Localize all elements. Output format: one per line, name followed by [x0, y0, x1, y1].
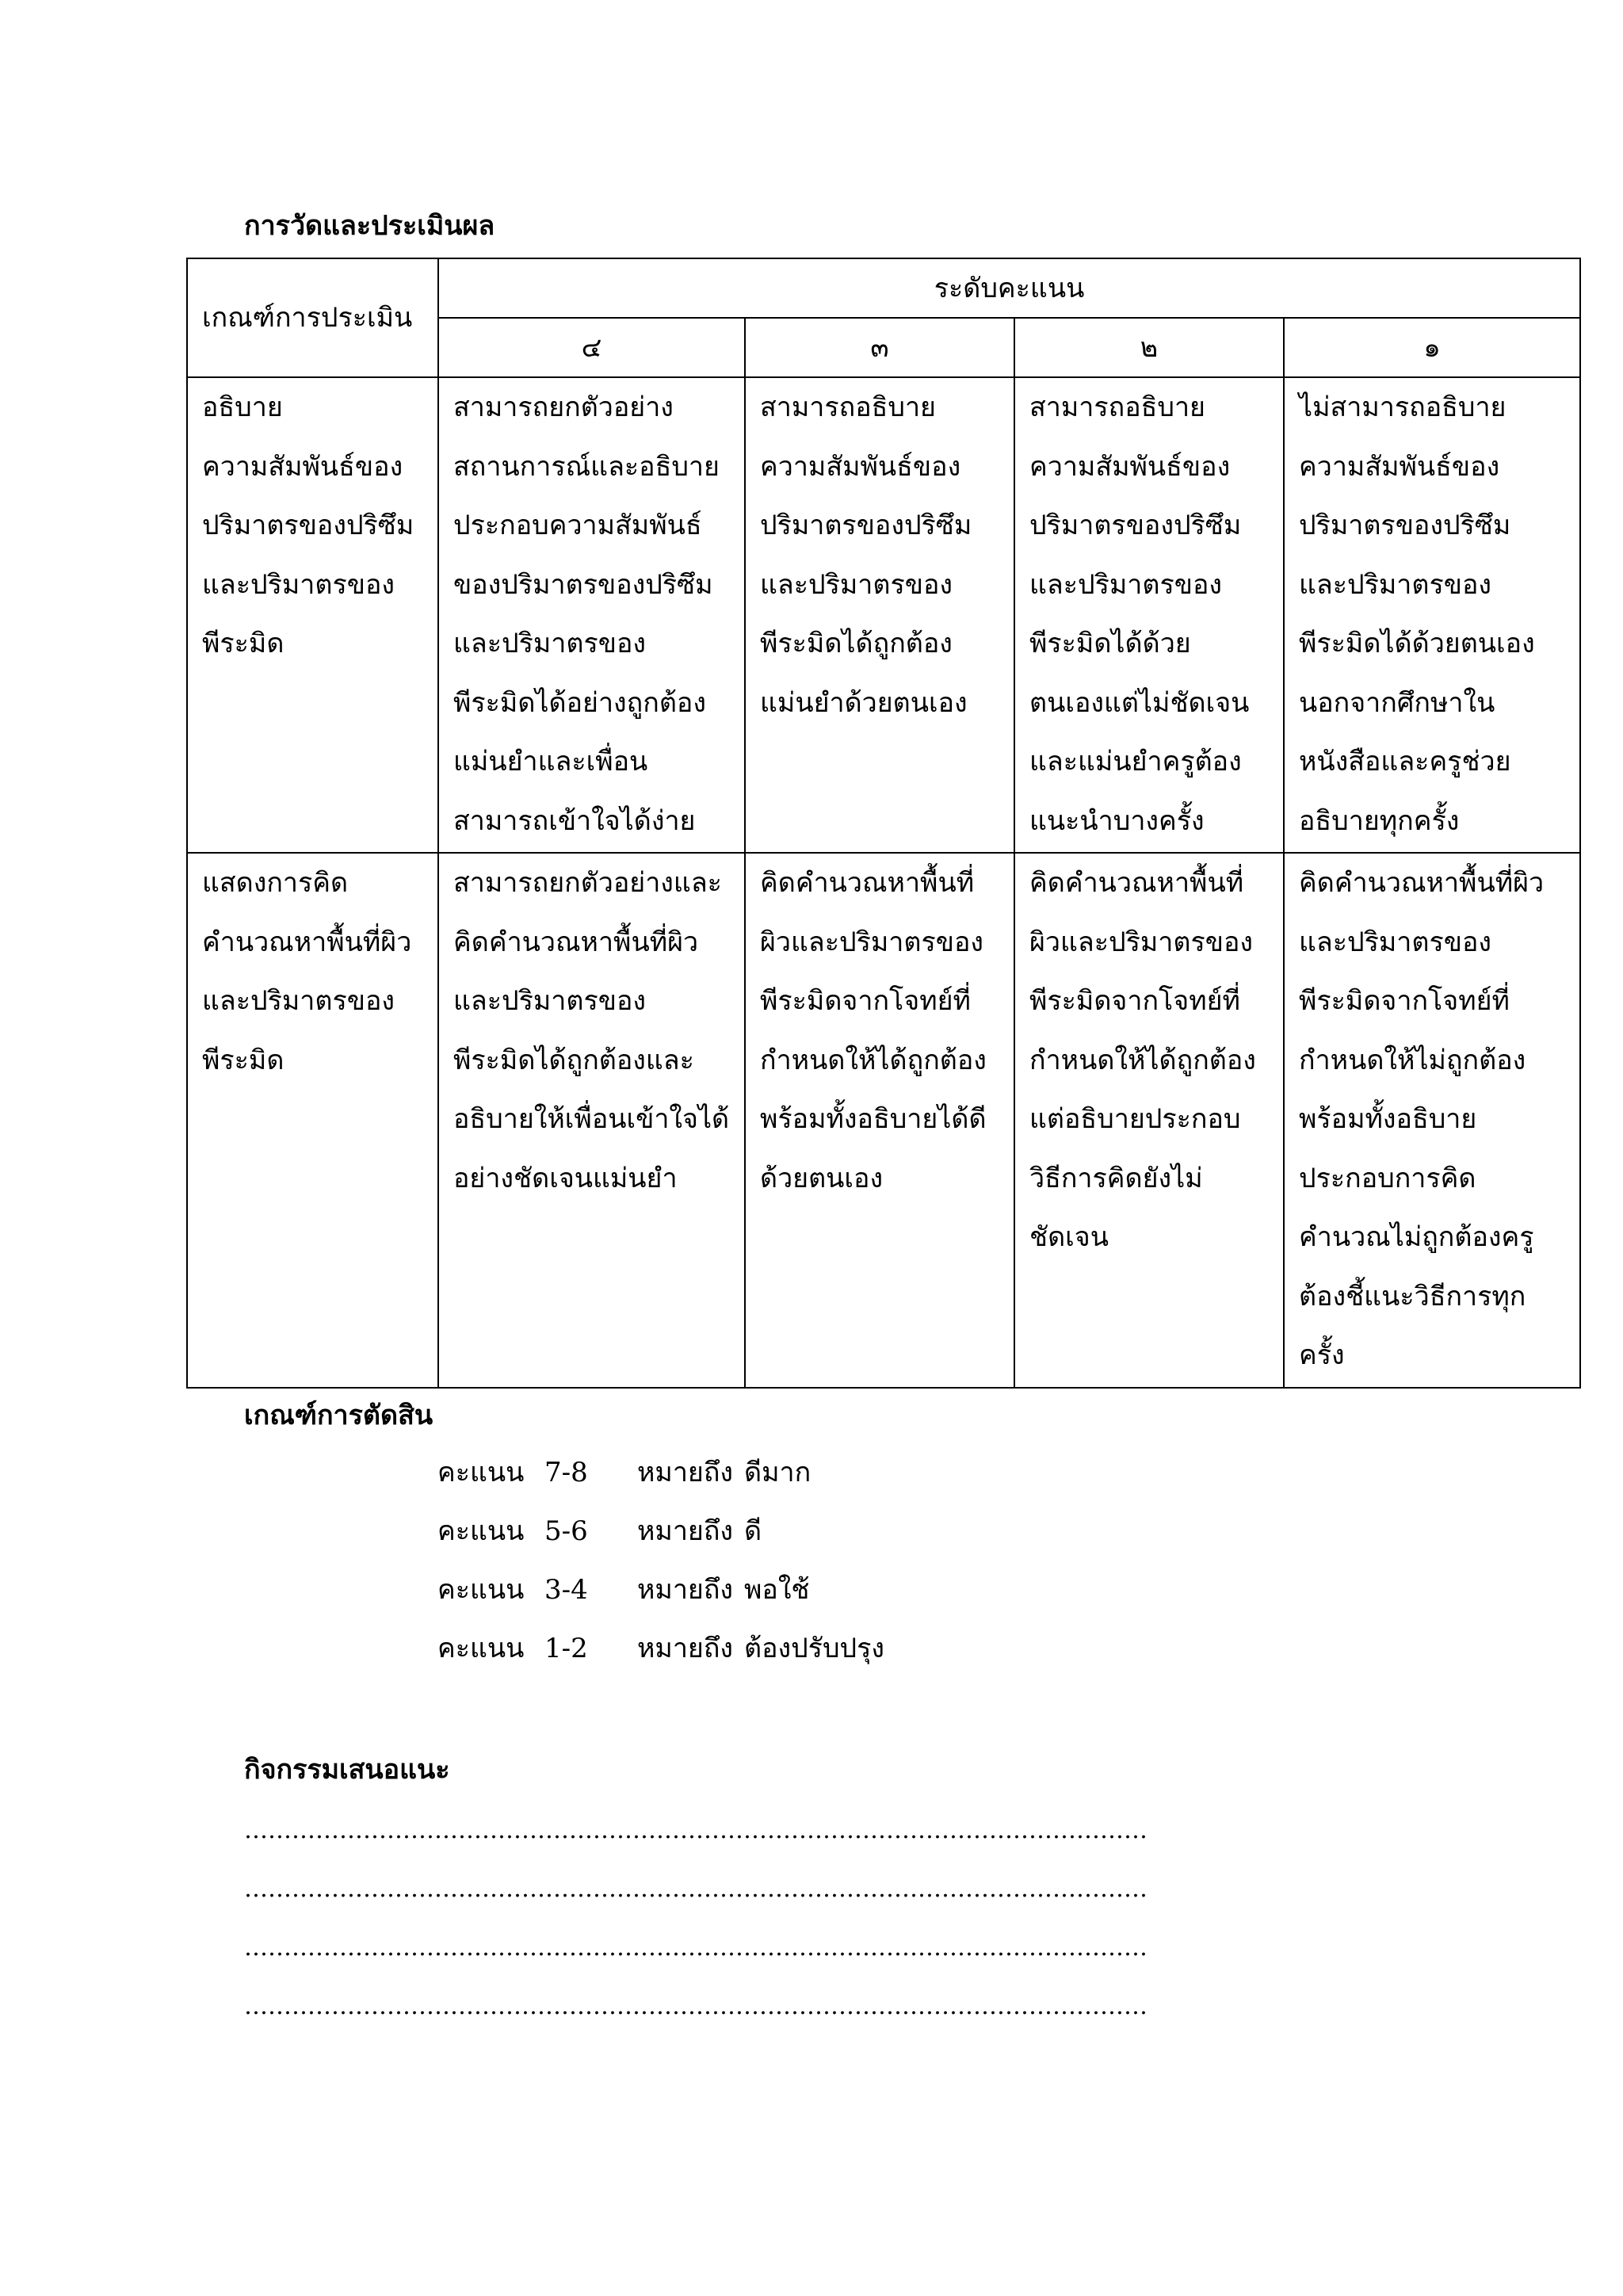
cell-line: และปริมาตรของ	[453, 628, 646, 659]
cell-line: ปริมาตรของปริซึม	[760, 510, 972, 541]
cell-line: วิธีการคิดยังไม่	[1029, 1162, 1203, 1194]
criterion-cell	[187, 853, 438, 1388]
cell-line: และแม่นยำครูต้อง	[1029, 746, 1242, 777]
cell-line: และปริมาตรของ	[760, 568, 953, 601]
cell-line: หนังสือและครูช่วย	[1299, 746, 1511, 777]
rule-range: 1-2	[544, 1633, 588, 1664]
cell-line: ประกอบความสัมพันธ์	[453, 510, 702, 541]
levels-header: ระดับคะแนน	[438, 258, 1580, 318]
rule-result: ต้องปรับปรุง	[744, 1633, 884, 1664]
table-header-row	[187, 258, 1580, 318]
rule-means: หมายถึง	[637, 1515, 734, 1547]
level-2: ๒	[1014, 318, 1284, 377]
cell-line: ความสัมพันธ์ของ	[1029, 450, 1231, 483]
cell-line: พีระมิดได้อย่างถูกต้อง	[453, 686, 706, 719]
cell-line: สามารถยกตัวอย่าง	[453, 392, 674, 423]
cell-line: ประกอบการคิด	[1299, 1162, 1476, 1194]
level-4-cell	[438, 853, 745, 1388]
cell-line: อธิบาย	[202, 392, 283, 423]
level-1-cell	[1284, 853, 1580, 1388]
cell-line: คิดคำนวณหาพื้นที่	[1029, 867, 1244, 899]
cell-line: คิดคำนวณหาพื้นที่ผิว	[1299, 867, 1545, 899]
table-row	[187, 853, 1580, 1388]
cell-line: พีระมิดจากโจทย์ที่	[1299, 985, 1510, 1017]
cell-line: ปริมาตรของปริซึม	[1299, 510, 1511, 541]
cell-line: และปริมาตรของ	[202, 985, 395, 1017]
blank-line: ……………………………………………………………………………………………………	[244, 1817, 1148, 1844]
cell-line: แม่นยำด้วยตนเอง	[760, 686, 968, 719]
cell-line: และปริมาตรของ	[453, 985, 646, 1017]
cell-line: พีระมิด	[202, 1044, 285, 1076]
cell-line: พร้อมทั้งอธิบาย	[1299, 1103, 1477, 1135]
cell-line: ครั้ง	[1299, 1339, 1345, 1371]
cell-line: ปริมาตรของปริซึม	[202, 510, 414, 541]
cell-line: ปริมาตรของปริซึม	[1029, 510, 1242, 541]
blank-line: ……………………………………………………………………………………………………	[244, 1875, 1148, 1903]
level-4-cell	[438, 377, 745, 853]
cell-line: พีระมิดจากโจทย์ที่	[1029, 985, 1240, 1017]
cell-line: และปริมาตรของ	[1299, 926, 1491, 958]
cell-line: ชัดเจน	[1029, 1221, 1109, 1253]
rule-means: หมายถึง	[637, 1457, 734, 1488]
cell-line: แต่อธิบายประกอบ	[1029, 1103, 1241, 1135]
cell-line: แสดงการคิด	[202, 867, 349, 899]
cell-line: สามารถอธิบาย	[760, 392, 936, 423]
cell-line: ด้วยตนเอง	[760, 1162, 884, 1194]
rule-means: หมายถึง	[637, 1574, 734, 1606]
rubric-table	[186, 258, 1581, 1389]
level-2-cell	[1014, 853, 1284, 1388]
criteria-header: เกณฑ์การประเมิน	[187, 258, 438, 377]
cell-line: และปริมาตรของ	[202, 568, 395, 601]
cell-line: ผิวและปริมาตรของ	[1029, 926, 1253, 958]
cell-line: คิดคำนวณหาพื้นที่	[760, 867, 975, 899]
level-3: ๓	[745, 318, 1014, 377]
cell-line: ตนเองแต่ไม่ชัดเจน	[1029, 686, 1250, 719]
cell-line: คิดคำนวณหาพื้นที่ผิว	[453, 926, 699, 958]
cell-line: พีระมิดจากโจทย์ที่	[760, 985, 971, 1017]
cell-line: แม่นยำและเพื่อน	[453, 746, 648, 777]
rule-label: คะแนน	[437, 1633, 525, 1664]
cell-line: ความสัมพันธ์ของ	[202, 450, 403, 483]
cell-line: พีระมิดได้ด้วย	[1029, 628, 1191, 659]
cell-line: อย่างชัดเจนแม่นยำ	[453, 1162, 678, 1194]
cell-line: ไม่สามารถอธิบาย	[1299, 392, 1507, 423]
level-1: ๑	[1284, 318, 1580, 377]
cell-line: และปริมาตรของ	[1299, 568, 1491, 601]
cell-line: ความสัมพันธ์ของ	[1299, 450, 1500, 483]
cell-line: กำหนดให้ได้ถูกต้อง	[760, 1044, 987, 1076]
level-3-cell	[745, 853, 1014, 1388]
cell-line: ความสัมพันธ์ของ	[760, 450, 961, 483]
decision-title: เกณฑ์การตัดสิน	[244, 1400, 433, 1431]
rule-label: คะแนน	[437, 1515, 525, 1547]
cell-line: และปริมาตรของ	[1029, 568, 1222, 601]
rule-range: 7-8	[544, 1457, 588, 1488]
section-title: การวัดและประเมินผล	[244, 210, 495, 242]
rule-means: หมายถึง	[637, 1633, 734, 1664]
level-1-cell	[1284, 377, 1580, 853]
cell-line: สามารถอธิบาย	[1029, 392, 1205, 423]
cell-line: แนะนำบางครั้ง	[1029, 804, 1205, 837]
cell-line: สามารถเข้าใจได้ง่าย	[453, 804, 696, 837]
table-row	[187, 377, 1580, 853]
cell-line: สถานการณ์และอธิบาย	[453, 450, 720, 483]
rule-label: คะแนน	[437, 1574, 525, 1606]
rule-result: พอใช้	[744, 1574, 810, 1606]
cell-line: อธิบายให้เพื่อนเข้าใจได้	[453, 1103, 730, 1135]
blank-line: ……………………………………………………………………………………………………	[244, 1934, 1148, 1962]
level-2-cell	[1014, 377, 1284, 853]
rule-label: คะแนน	[437, 1457, 525, 1488]
suggested-activities-title: กิจกรรมเสนอแนะ	[244, 1754, 450, 1786]
rule-result: ดีมาก	[744, 1457, 812, 1488]
cell-line: คำนวณหาพื้นที่ผิว	[202, 926, 412, 958]
cell-line: อธิบายทุกครั้ง	[1299, 804, 1460, 837]
rule-range: 3-4	[544, 1574, 588, 1606]
cell-line: พีระมิดได้ถูกต้องและ	[453, 1044, 694, 1076]
cell-line: คำนวณไม่ถูกต้องครู	[1299, 1221, 1534, 1253]
blank-line: ……………………………………………………………………………………………………	[244, 1992, 1148, 2020]
rule-range: 5-6	[544, 1515, 588, 1547]
level-3-cell	[745, 377, 1014, 853]
cell-line: พร้อมทั้งอธิบายได้ดี	[760, 1103, 987, 1135]
cell-line: พีระมิด	[202, 628, 285, 659]
rule-result: ดี	[744, 1515, 762, 1547]
criterion-cell	[187, 377, 438, 853]
cell-line: ต้องชี้แนะวิธีการทุก	[1299, 1280, 1526, 1312]
cell-line: กำหนดให้ไม่ถูกต้อง	[1299, 1044, 1526, 1076]
cell-line: พีระมิดได้ถูกต้อง	[760, 628, 953, 659]
cell-line: พีระมิดได้ด้วยตนเอง	[1299, 628, 1535, 659]
cell-line: นอกจากศึกษาใน	[1299, 686, 1495, 719]
cell-line: กำหนดให้ได้ถูกต้อง	[1029, 1044, 1256, 1076]
cell-line: ผิวและปริมาตรของ	[760, 926, 983, 958]
level-4: ๔	[438, 318, 745, 377]
cell-line: ของปริมาตรของปริซึม	[453, 568, 713, 601]
cell-line: สามารถยกตัวอย่างและ	[453, 867, 722, 899]
